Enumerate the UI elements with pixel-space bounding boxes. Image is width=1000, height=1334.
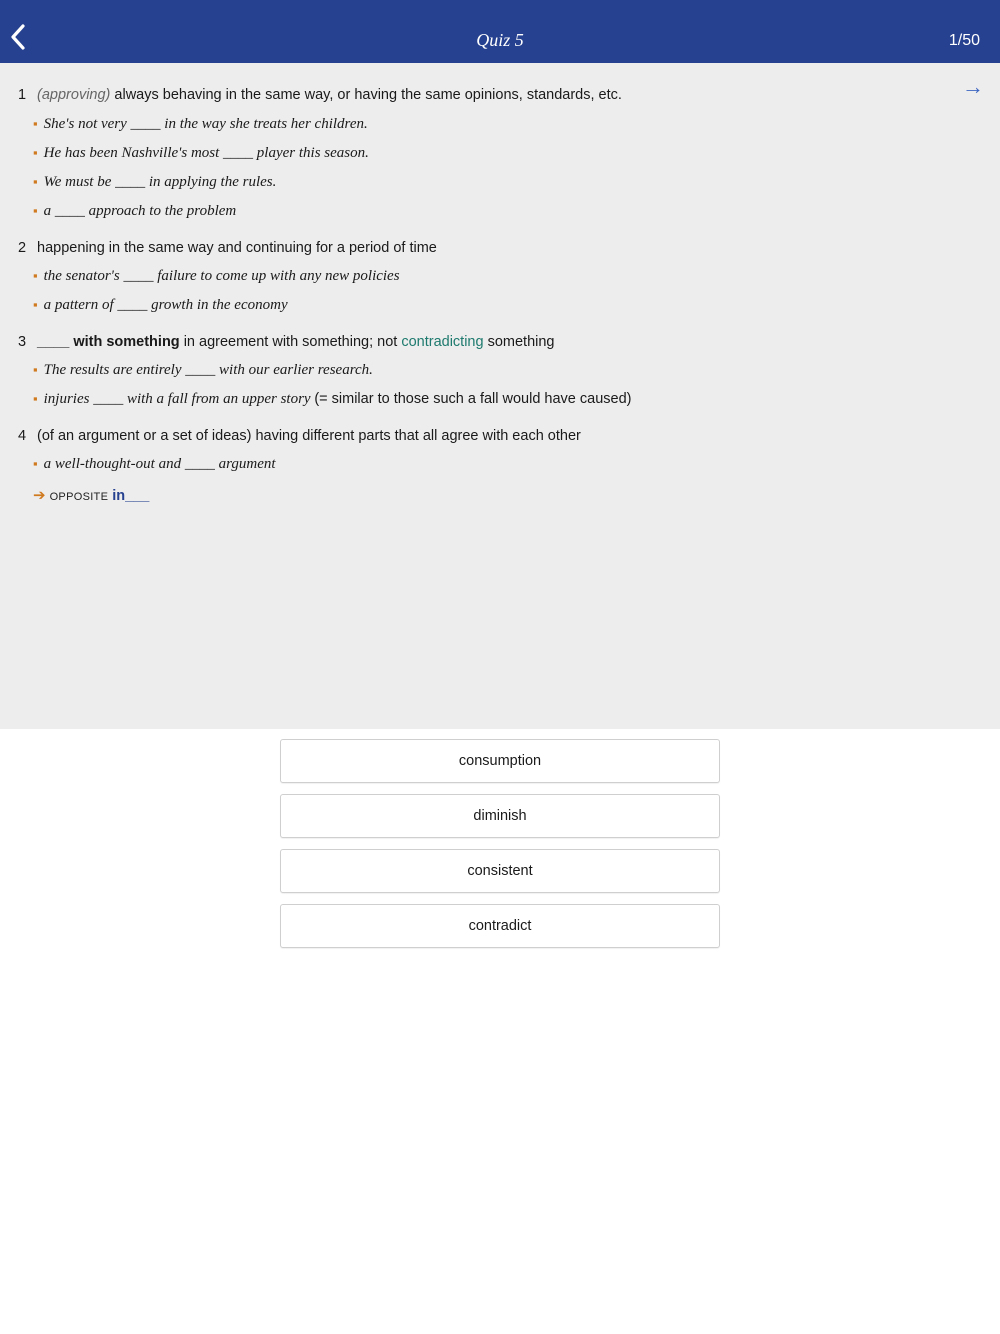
example-text: approach to the problem xyxy=(88,203,237,219)
example-text: player this season. xyxy=(256,145,369,161)
example-text: He has been Nashville's most xyxy=(43,145,220,161)
next-arrow-icon[interactable]: → xyxy=(962,74,984,99)
example-text: with our earlier research. xyxy=(219,362,373,378)
cross-reference-link[interactable]: contradicting xyxy=(401,334,484,350)
blank: ____ xyxy=(93,391,124,407)
example xyxy=(33,456,276,473)
example-text: We must be xyxy=(43,174,112,190)
example-text: She's not very xyxy=(43,116,127,132)
sense-2 xyxy=(18,240,437,256)
example-text: a well-thought-out and xyxy=(43,456,182,472)
example-text: a pattern of xyxy=(43,297,114,313)
answer-option-consistent[interactable]: consistent xyxy=(280,849,720,893)
answer-option-contradict[interactable]: contradict xyxy=(280,904,720,948)
bullet-icon: ▪ xyxy=(33,145,38,160)
example-gloss: (= similar to those such a fall would have caused) xyxy=(314,391,632,407)
bullet-icon: ▪ xyxy=(33,362,38,377)
blank: ____ xyxy=(185,362,216,378)
bullet-icon: ▪ xyxy=(33,203,38,218)
bullet-icon: ▪ xyxy=(33,391,38,406)
sense-definition: something xyxy=(487,334,555,350)
opposite-word-link[interactable]: in___ xyxy=(112,488,150,504)
answer-option-consumption[interactable]: consumption xyxy=(280,739,720,783)
sense-definition: always behaving in the same way, or having the same opinions, standards, etc. xyxy=(114,87,622,103)
example-text: failure to come up with any new policies xyxy=(157,268,400,284)
usage-label: (approving) xyxy=(37,87,111,103)
bullet-icon: ▪ xyxy=(33,116,38,131)
quiz-title: Quiz 5 xyxy=(476,30,524,50)
blank: ____ xyxy=(123,268,154,284)
sense-definition: happening in the same way and continuing for a period of time xyxy=(37,240,437,256)
example xyxy=(33,174,276,191)
bullet-icon: ▪ xyxy=(33,297,38,312)
example xyxy=(33,297,288,314)
bullet-icon: ▪ xyxy=(33,456,38,471)
example-text: injuries xyxy=(43,391,90,407)
sense-number: 2 xyxy=(18,240,27,256)
sense-4 xyxy=(18,428,581,444)
example-text: a xyxy=(43,203,52,219)
sense-number: 1 xyxy=(18,87,27,103)
sense-number: 3 xyxy=(18,334,27,350)
example-text: The results are entirely xyxy=(43,362,182,378)
blank: ____ xyxy=(130,116,161,132)
sense-3 xyxy=(18,334,554,350)
example-text: in applying the rules. xyxy=(148,174,277,190)
example xyxy=(33,116,368,133)
example-text: growth in the economy xyxy=(151,297,288,313)
grammar-pattern: with something xyxy=(73,334,180,350)
example xyxy=(33,268,400,285)
opposite-reference xyxy=(33,486,149,504)
arrow-right-icon: ➔ xyxy=(33,487,46,504)
example xyxy=(33,203,236,220)
definition-panel xyxy=(0,63,1000,729)
blank: ____ xyxy=(37,334,70,350)
example-text: argument xyxy=(218,456,276,472)
example xyxy=(33,362,373,379)
answer-options xyxy=(280,739,720,959)
example-text: in the way she treats her children. xyxy=(164,116,368,132)
sense-number: 4 xyxy=(18,428,27,444)
sense-definition: (of an argument or a set of ideas) having different parts that all agree with each other xyxy=(37,428,581,444)
bullet-icon: ▪ xyxy=(33,174,38,189)
blank: ____ xyxy=(115,174,146,190)
blank: ____ xyxy=(184,456,215,472)
sense-1 xyxy=(18,87,622,103)
top-bar xyxy=(0,0,1000,63)
example xyxy=(33,391,631,408)
opposite-label: OPPOSITE xyxy=(49,491,109,503)
answer-option-diminish[interactable]: diminish xyxy=(280,794,720,838)
blank: ____ xyxy=(223,145,254,161)
question-counter: 1/50 xyxy=(948,32,980,49)
example xyxy=(33,145,369,162)
example-text: the senator's xyxy=(43,268,120,284)
bullet-icon: ▪ xyxy=(33,268,38,283)
blank: ____ xyxy=(117,297,148,313)
blank: ____ xyxy=(54,203,85,219)
sense-definition: in agreement with something; not xyxy=(183,334,398,350)
example-text: with a fall from an upper story xyxy=(126,391,311,407)
